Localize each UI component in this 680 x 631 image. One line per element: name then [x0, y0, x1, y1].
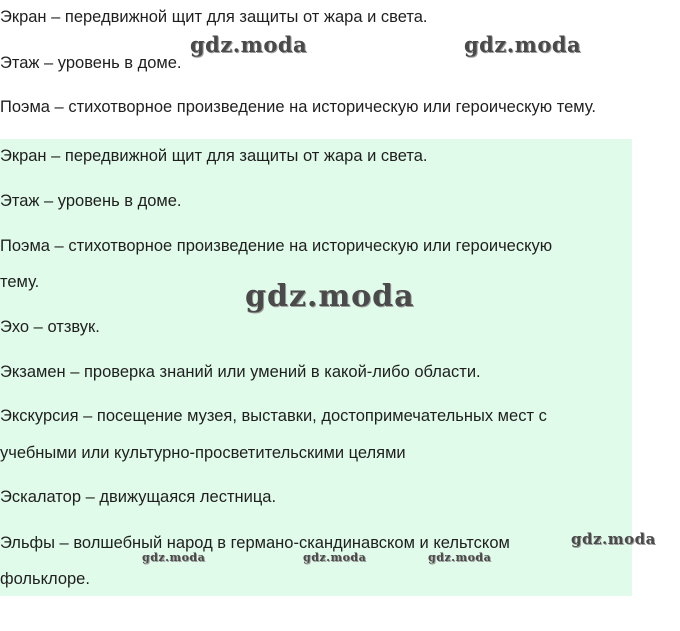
answer-line: Эхо – отзвук. — [0, 318, 100, 336]
answer-line: Поэма – стихотворное произведение на историческую или героическую — [0, 237, 553, 255]
watermark: gdz.moda — [190, 32, 308, 57]
watermark: gdz.moda — [464, 32, 582, 57]
answer-line: фольклоре. — [0, 570, 90, 588]
answer-line: Экран – передвижной щит для защиты от жара и света. — [0, 147, 428, 165]
definition-poema: Поэма – стихотворное произведение на историческую или героическую тему. — [0, 98, 596, 116]
answer-line: Экскурсия – посещение музея, выставки, достопримечательных мест с — [0, 407, 547, 425]
watermark: gdz.moda — [571, 530, 656, 548]
answer-line: Эльфы – волшебный народ в германо-скандинавском и кельтском — [0, 534, 510, 552]
watermark: gdz.moda — [428, 551, 492, 564]
answer-line: Эскалатор – движущаяся лестница. — [0, 488, 277, 506]
definition-etazh: Этаж – уровень в доме. — [0, 54, 182, 72]
watermark: gdz.moda — [142, 551, 206, 564]
answer-line: Экзамен – проверка знаний или умений в какой-либо области. — [0, 363, 481, 381]
watermark: gdz.moda — [303, 551, 367, 564]
watermark: gdz.moda — [245, 279, 415, 314]
answer-line: учебными или культурно-просветительскими целями — [0, 444, 406, 462]
answer-line: Этаж – уровень в доме. — [0, 192, 182, 210]
answer-line: тему. — [0, 273, 40, 291]
definition-ekran: Экран – передвижной щит для защиты от жара и света. — [0, 8, 428, 26]
